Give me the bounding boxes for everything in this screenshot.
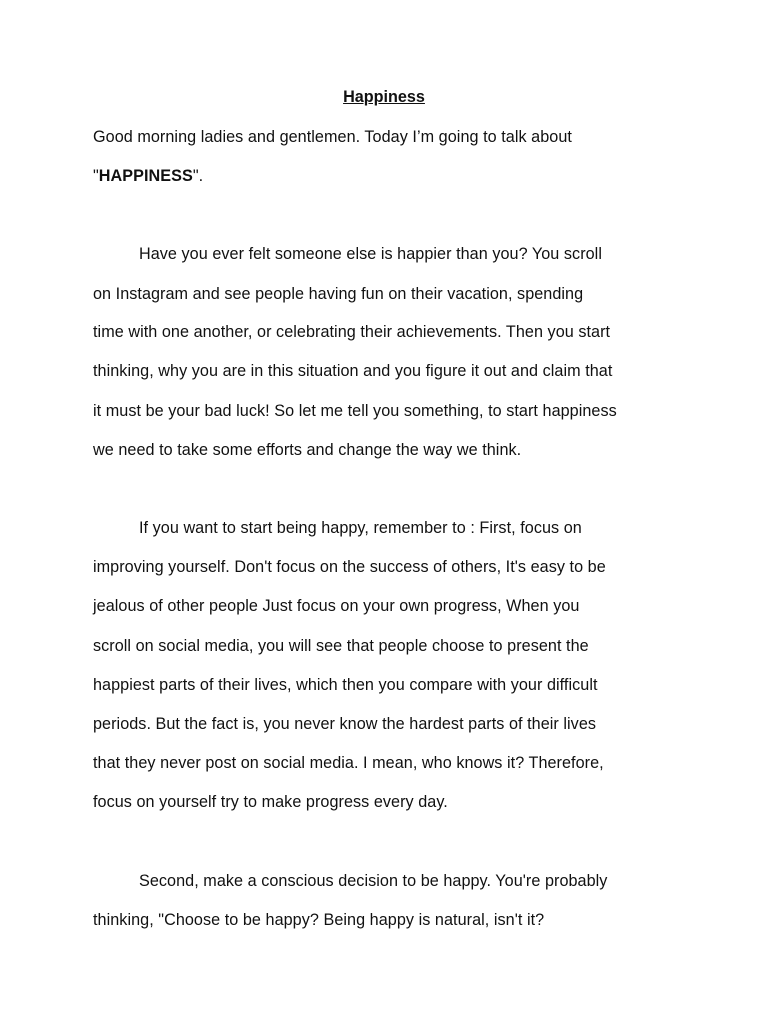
paragraph-1-line-5: it must be your bad luck! So let me tell you something, to start happiness (93, 402, 617, 420)
document-title: Happiness (343, 88, 425, 106)
paragraph-2-line-4: scroll on social media, you will see that people choose to present the (93, 637, 589, 655)
paragraph-2-line-6: periods. But the fact is, you never know the hardest parts of their lives (93, 715, 597, 733)
intro-keyword: HAPPINESS (98, 167, 193, 185)
paragraph-2-line-1: If you want to start being happy, remember to : First, focus on (139, 519, 582, 537)
paragraph-2-line-5: happiest parts of their lives, which then you compare with your difficult (93, 676, 598, 694)
paragraph-1-line-6: we need to take some efforts and change the way we think. (93, 441, 522, 459)
intro-quote-close: ". (192, 167, 204, 185)
paragraph-3-line-1: Second, make a conscious decision to be happy. You're probably (139, 872, 608, 890)
intro-quote-open: " (93, 167, 99, 185)
paragraph-1-line-2: on Instagram and see people having fun on their vacation, spending (93, 285, 584, 303)
intro-line-1: Good morning ladies and gentlemen. Today I’m going to talk about (93, 128, 572, 146)
intro-line-2 (93, 166, 203, 186)
paragraph-1-line-1: Have you ever felt someone else is happier than you? You scroll (139, 245, 602, 263)
paragraph-2-line-8: focus on yourself try to make progress every day. (93, 793, 448, 811)
paragraph-2-line-2: improving yourself. Don't focus on the success of others, It's easy to be (93, 558, 606, 576)
paragraph-1-line-3: time with one another, or celebrating their achievements. Then you start (93, 323, 611, 341)
paragraph-3-line-2: thinking, "Choose to be happy? Being happy is natural, isn't it? (93, 911, 545, 929)
paragraph-2-line-7: that they never post on social media. I mean, who knows it? Therefore, (93, 754, 604, 772)
paragraph-1-line-4: thinking, why you are in this situation and you figure it out and claim that (93, 362, 613, 380)
paragraph-2-line-3: jealous of other people Just focus on your own progress, When you (93, 597, 580, 615)
